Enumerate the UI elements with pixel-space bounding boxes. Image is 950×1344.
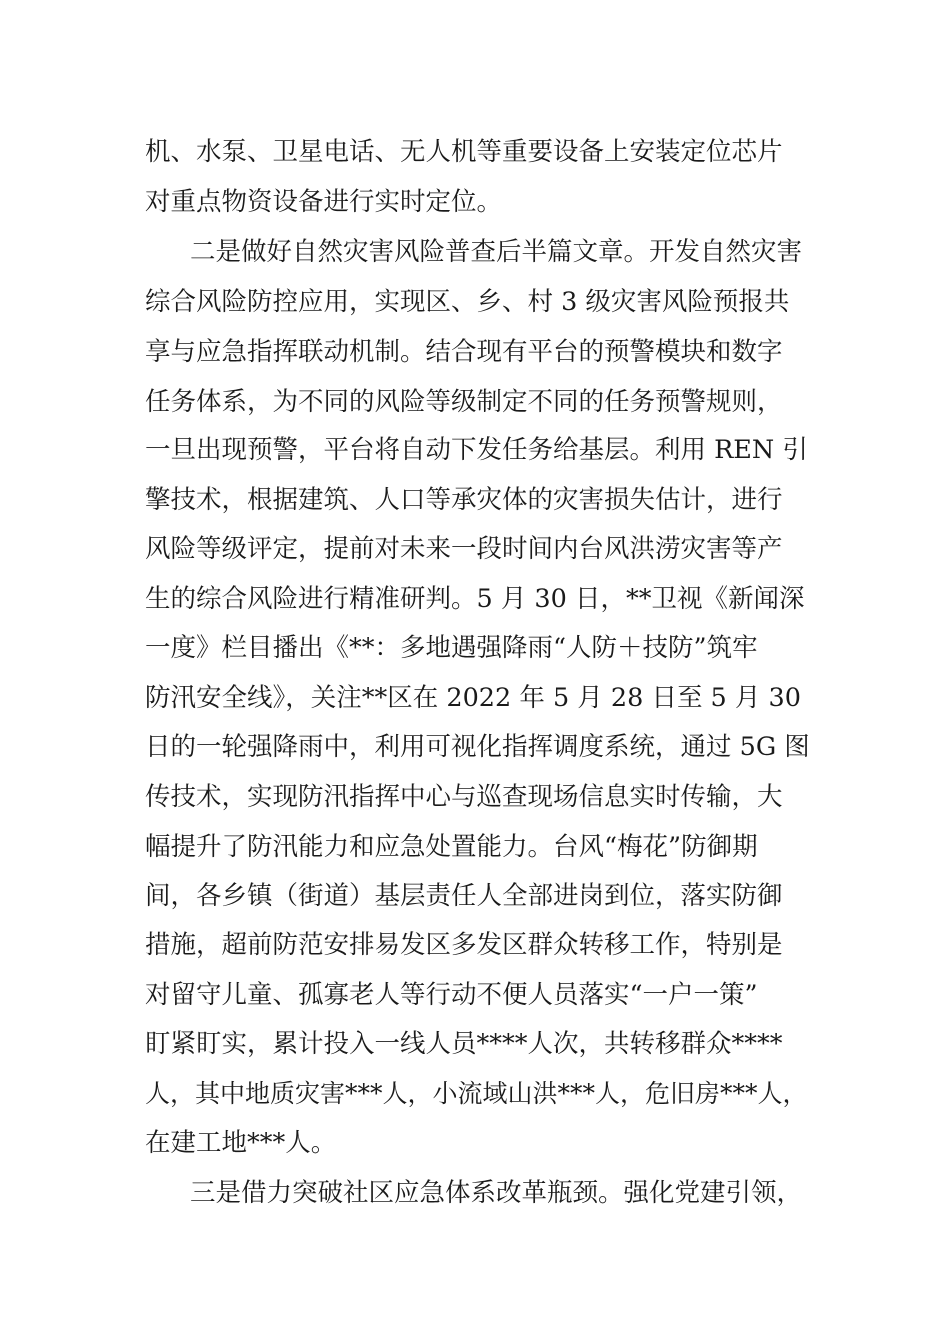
text-line-5: 享与应急指挥联动机制。结合现有平台的预警模块和数字 xyxy=(145,337,783,367)
text-line-12: 防汛安全线》，关注**区在 2022 年 5 月 28 日至 5 月 30 xyxy=(145,683,801,713)
text-line-10: 生的综合风险进行精准研判。5 月 30 日，**卫视《新闻深 xyxy=(145,584,805,614)
text-line-15: 幅提升了防汛能力和应急处置能力。台风“梅花”防御期 xyxy=(145,832,758,862)
text-line-8: 擎技术，根据建筑、人口等承灾体的灾害损失估计，进行 xyxy=(145,485,783,515)
text-line-2: 对重点物资设备进行实时定位。 xyxy=(145,187,503,217)
text-line-20: 人，其中地质灾害***人，小流域山洪***人，危旧房***人， xyxy=(145,1079,808,1108)
text-line-4: 综合风险防控应用，实现区、乡、村 3 级灾害风险预报共 xyxy=(145,287,790,317)
text-line-11: 一度》栏目播出《**：多地遇强降雨“人防＋技防”筑牢 xyxy=(145,633,758,663)
text-line-19: 盯紧盯实，累计投入一线人员****人次，共转移群众**** xyxy=(145,1029,783,1059)
text-line-7: 一旦出现预警，平台将自动下发任务给基层。利用 REN 引 xyxy=(145,435,808,465)
text-line-18: 对留守儿童、孤寡老人等行动不便人员落实“一户一策” xyxy=(145,980,758,1010)
text-line-9: 风险等级评定，提前对未来一段时间内台风洪涝灾害等产 xyxy=(145,534,783,564)
text-line-16: 间，各乡镇（街道）基层责任人全部进岗到位，落实防御 xyxy=(145,881,783,911)
text-line-1: 机、水泵、卫星电话、无人机等重要设备上安装定位芯片 xyxy=(145,137,783,167)
text-line-14: 传技术，实现防汛指挥中心与巡查现场信息实时传输，大 xyxy=(145,782,783,812)
text-line-6: 任务体系，为不同的风险等级制定不同的任务预警规则， xyxy=(145,387,783,417)
text-line-21: 在建工地***人。 xyxy=(145,1128,337,1158)
text-line-17: 措施，超前防范安排易发区多发区群众转移工作，特别是 xyxy=(145,930,783,960)
text-line-13: 日的一轮强降雨中，利用可视化指挥调度系统，通过 5G 图 xyxy=(145,732,810,762)
paragraph-2-start: 二是做好自然灾害风险普查后半篇文章。开发自然灾害 xyxy=(190,237,803,267)
paragraph-3-start: 三是借力突破社区应急体系改革瓶颈。强化党建引领， xyxy=(190,1178,803,1208)
